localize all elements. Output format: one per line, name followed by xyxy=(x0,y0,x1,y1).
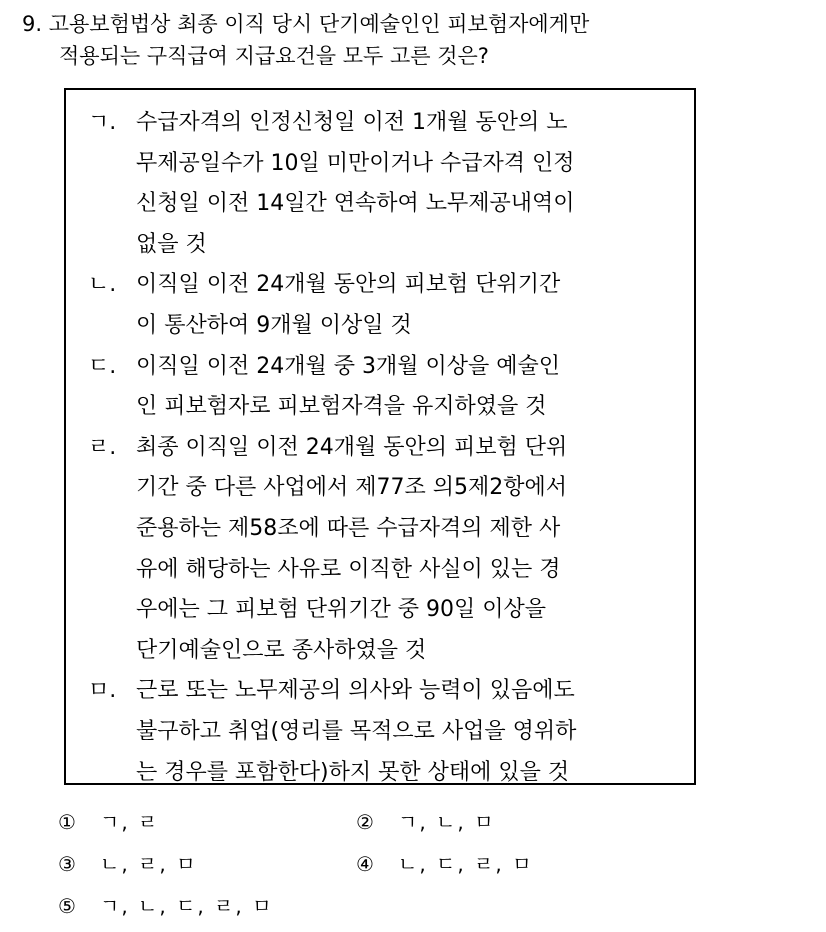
item-line: 이직일 이전 24개월 중 3개월 이상을 예술인 xyxy=(136,353,560,379)
item-marker: ㄷ. xyxy=(88,353,117,379)
item-line: 준용하는 제58조에 따른 수급자격의 제한 사 xyxy=(136,515,561,541)
item-line: 없을 것 xyxy=(136,231,207,257)
choice-text: ㄴ, ㄹ, ㅁ xyxy=(100,852,198,876)
item-line: 무제공일수가 10일 미만이거나 수급자격 인정 xyxy=(136,150,575,176)
choice-number: ① xyxy=(58,810,76,834)
choice-5[interactable] xyxy=(58,890,273,919)
choice-row xyxy=(58,848,758,890)
item-line: 유에 해당하는 사유로 이직한 사실이 있는 경 xyxy=(136,556,561,582)
question-line-2: 적용되는 구직급여 지급요건을 모두 고른 것은? xyxy=(59,44,489,68)
item-line: 최종 이직일 이전 24개월 동안의 피보험 단위 xyxy=(136,434,568,460)
item-line: 신청일 이전 14일간 연속하여 노무제공내역이 xyxy=(136,191,575,217)
item-line: 인 피보험자로 피보험자격을 유지하였을 것 xyxy=(136,394,547,420)
condition-item-digeut xyxy=(88,347,688,428)
item-marker: ㅁ. xyxy=(88,678,117,704)
item-line: 단기예술인으로 종사하였을 것 xyxy=(136,637,427,663)
item-line: 이직일 이전 24개월 동안의 피보험 단위기간 xyxy=(136,272,561,298)
choice-1[interactable] xyxy=(58,806,159,835)
choice-text: ㄱ, ㄴ, ㅁ xyxy=(398,810,496,834)
item-line: 수급자격의 인정신청일 이전 1개월 동안의 노 xyxy=(136,110,568,135)
choice-row xyxy=(58,806,758,848)
item-line: 는 경우를 포함한다)하지 못한 상태에 있을 것 xyxy=(136,759,570,785)
condition-list xyxy=(88,103,688,793)
choice-text: ㄱ, ㄴ, ㄷ, ㄹ, ㅁ xyxy=(100,894,274,918)
answer-choices xyxy=(58,806,758,932)
choice-number: ⑤ xyxy=(58,894,76,918)
condition-box xyxy=(64,88,696,785)
question-number: 9. xyxy=(22,12,43,36)
condition-item-giyeok xyxy=(88,103,688,265)
item-marker: ㄴ. xyxy=(88,272,117,298)
item-marker: ㄹ. xyxy=(88,434,117,460)
choice-number: ③ xyxy=(58,852,76,876)
condition-item-nieun xyxy=(88,265,688,346)
choice-number: ② xyxy=(356,810,374,834)
condition-item-rieul xyxy=(88,428,688,672)
item-line: 우에는 그 피보험 단위기간 중 90일 이상을 xyxy=(136,597,546,623)
choice-text: ㄱ, ㄹ xyxy=(100,810,160,834)
item-line: 이 통산하여 9개월 이상일 것 xyxy=(136,312,412,338)
question-stem xyxy=(22,8,812,72)
item-line: 기간 중 다른 사업에서 제77조 의5제2항에서 xyxy=(136,475,567,501)
choice-3[interactable] xyxy=(58,848,197,877)
choice-text: ㄴ, ㄷ, ㄹ, ㅁ xyxy=(398,852,534,876)
item-line: 근로 또는 노무제공의 의사와 능력이 있음에도 xyxy=(136,678,575,704)
question-line-1: 9. 고용보험법상 최종 이직 당시 단기예술인인 피보험자에게만 xyxy=(22,12,590,36)
choice-number: ④ xyxy=(356,852,374,876)
choice-2[interactable] xyxy=(356,806,495,835)
condition-item-mieum xyxy=(88,671,688,793)
item-line: 불구하고 취업(영리를 목적으로 사업을 영위하 xyxy=(136,718,577,744)
choice-row xyxy=(58,890,758,932)
choice-4[interactable] xyxy=(356,848,533,877)
item-marker: ㄱ. xyxy=(88,110,117,135)
